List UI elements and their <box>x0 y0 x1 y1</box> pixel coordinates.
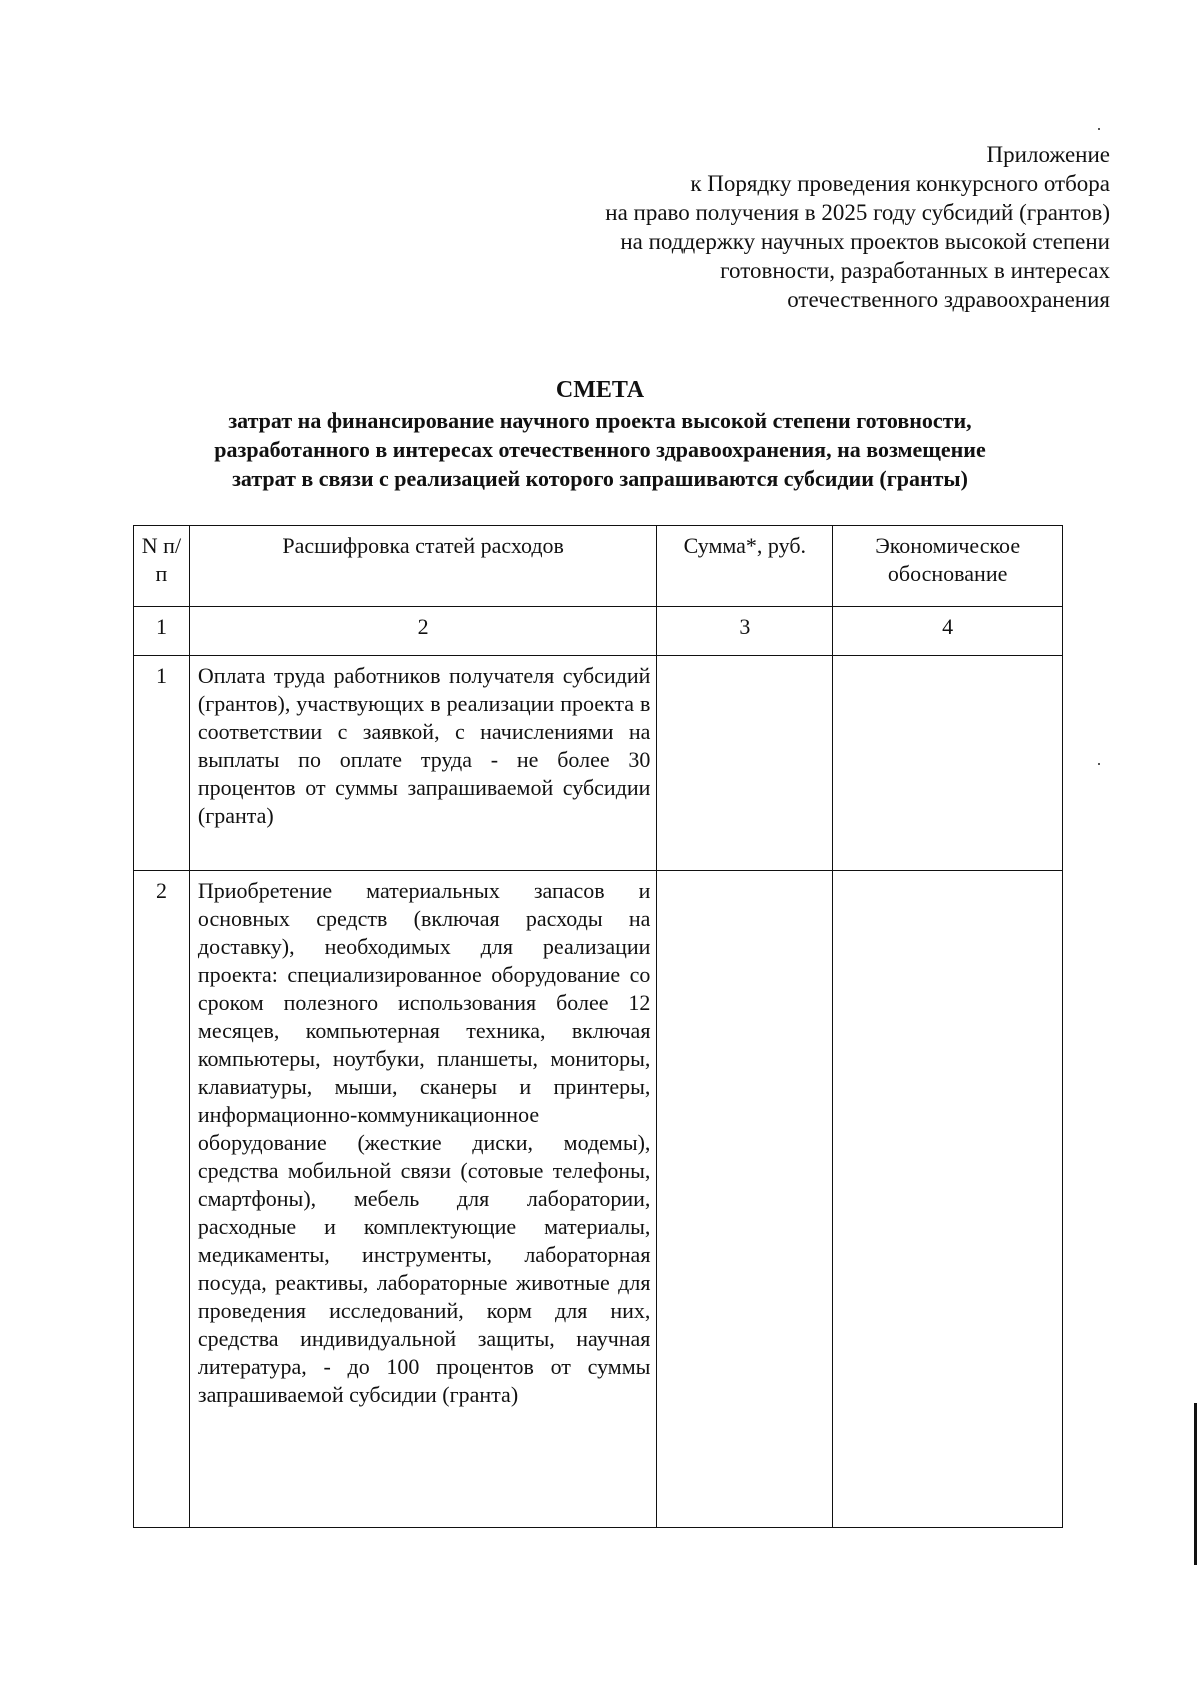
row-justification <box>833 871 1063 1528</box>
column-number: 4 <box>833 607 1063 656</box>
appendix-line: к Порядку проведения конкурсного отбора <box>690 171 1110 196</box>
appendix-line: на поддержку научных проектов высокой степени <box>620 229 1110 254</box>
subtitle-line: затрат в связи с реализацией которого запрашиваются субсидии (гранты) <box>232 466 968 491</box>
column-number: 2 <box>189 607 657 656</box>
row-amount <box>657 871 833 1528</box>
appendix-note <box>605 140 1110 314</box>
header-description: Расшифровка статей расходов <box>189 526 657 607</box>
scan-speck <box>1098 128 1100 130</box>
subtitle-line: разработанного в интересах отечественного здравоохранения, на возмещение <box>214 437 986 462</box>
scan-speck <box>1098 763 1100 765</box>
table-row <box>134 656 1063 871</box>
table-header-row <box>134 526 1063 607</box>
column-number: 1 <box>134 607 190 656</box>
row-number: 1 <box>134 656 190 871</box>
appendix-line: отечественного здравоохранения <box>787 287 1110 312</box>
document-heading <box>100 374 1100 493</box>
appendix-line: на право получения в 2025 году субсидий (грантов) <box>605 200 1110 225</box>
header-amount: Сумма*, руб. <box>657 526 833 607</box>
table-row <box>134 871 1063 1528</box>
row-description: Приобретение материальных запасов и основных средств (включая расходы на доставку), необходимых для реализации проекта: специализированное оборудование со сроком полезного использования более 12 месяцев, компьютерная техника, включая компьютеры, ноутбуки, планшеты, мониторы, клавиатуры, мыши, сканеры и принтеры, информационно-коммуникационное оборудование (жесткие диски, модемы), средства мобильной связи (сотовые телефоны, смартфоны), мебель для лаборатории, расходные и комплектующие материалы, медикаменты, инструменты, лабораторная посуда, реактивы, лабораторные животные для проведения исследований, корм для них, средства индивидуальной защиты, научная литература, - до 100 процентов от суммы запрашиваемой субсидии (гранта) <box>189 871 657 1528</box>
subtitle-line: затрат на финансирование научного проекта высокой степени готовности, <box>228 408 972 433</box>
column-number: 3 <box>657 607 833 656</box>
row-description: Оплата труда работников получателя субсидий (грантов), участвующих в реализации проекта в соответствии с заявкой, с начислениями на выплаты по оплате труда - не более 30 процентов от суммы запрашиваемой субсидии (гранта) <box>189 656 657 871</box>
column-numbering-row <box>134 607 1063 656</box>
row-justification <box>833 656 1063 871</box>
row-number: 2 <box>134 871 190 1528</box>
document-title: СМЕТА <box>555 377 645 403</box>
row-amount <box>657 656 833 871</box>
scan-edge-mark <box>1194 1403 1197 1565</box>
header-justification: Экономическое обоснование <box>833 526 1063 607</box>
appendix-line: Приложение <box>986 142 1110 167</box>
appendix-line: готовности, разработанных в интересах <box>720 258 1110 283</box>
header-number: N п/п <box>134 526 190 607</box>
document-subtitle <box>100 406 1100 493</box>
estimate-table <box>133 525 1063 1528</box>
